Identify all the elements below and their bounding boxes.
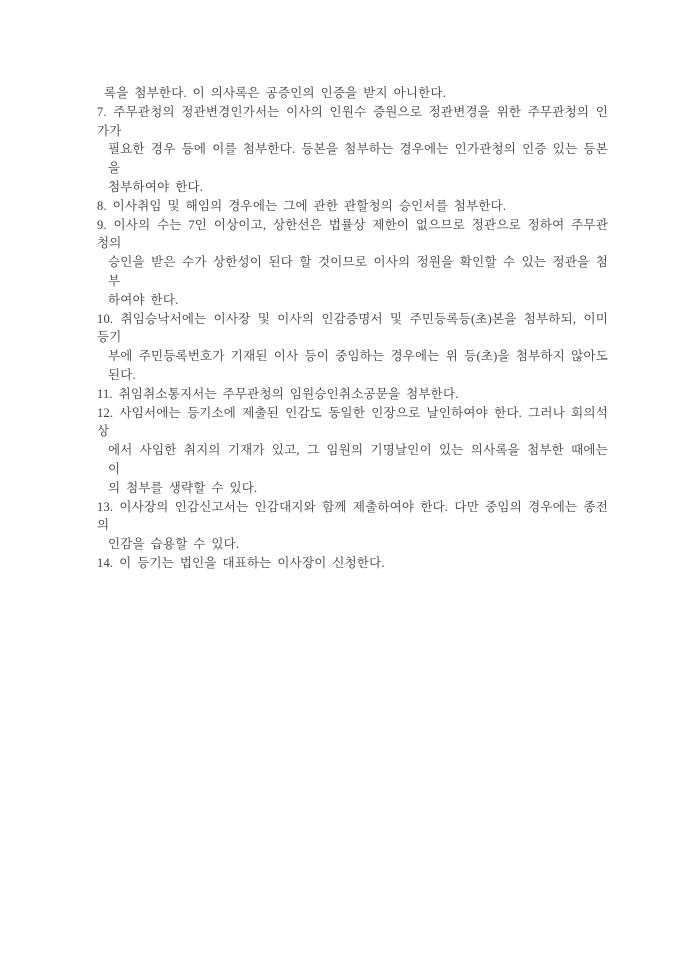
- text-line: [97, 216, 608, 254]
- item-number: 11.: [97, 386, 113, 401]
- text-line: 첨부하여야 한다.: [108, 179, 204, 194]
- text-line: [97, 103, 608, 141]
- item-number: 8.: [97, 198, 107, 213]
- item-text: 사임서에는 등기소에 제출된 인감도 동일한 인장으로 날인하여야 한다. 그러나 회의석상: [97, 405, 608, 439]
- list-item: [97, 310, 608, 385]
- item-text: 이사장의 인감신고서는 인감대지와 함께 제출하여야 한다. 다만 중임의 경우에는 종전의: [97, 499, 608, 533]
- text-line: [97, 385, 608, 404]
- item-number: 13.: [97, 499, 114, 514]
- text-line: 부에 주민등록번호가 기재된 이사 등이 중임하는 경우에는 위 등(초)을 첨부하지 않아도: [108, 349, 608, 364]
- list-item: [97, 84, 608, 103]
- text-line: 하여야 한다.: [108, 292, 179, 307]
- text-line: [97, 554, 608, 573]
- list-item: [97, 216, 608, 310]
- text-line: 된다.: [108, 367, 136, 382]
- document-body: [97, 84, 608, 573]
- list-item: [97, 554, 608, 573]
- text-line: [97, 404, 608, 442]
- item-text: 이사취임 및 해임의 경우에는 그에 관한 관할청의 승인서를 첨부한다.: [112, 198, 507, 213]
- list-item: [97, 103, 608, 197]
- item-text: 취임취소통지서는 주무관청의 임원승인취소공문을 첨부한다.: [118, 386, 459, 401]
- item-number: 9.: [97, 217, 107, 232]
- item-text: 취임승낙서에는 이사장 및 이사의 인감증명서 및 주민등록등(초)본을 첨부하되, 이미 등기: [97, 311, 608, 345]
- list-item: [97, 404, 608, 498]
- text-line: 에서 사임한 취지의 기재가 있고, 그 임원의 기명날인이 있는 의사록을 첨부한 때에는 이: [108, 443, 608, 476]
- item-number: 12.: [97, 405, 114, 420]
- item-text: 이 등기는 법인을 대표하는 이사장이 신청한다.: [119, 555, 385, 570]
- item-number: 7.: [97, 104, 107, 119]
- list-item: [97, 498, 608, 554]
- text-line: 의 첨부를 생략할 수 있다.: [108, 480, 258, 495]
- item-number: 10.: [97, 311, 114, 326]
- item-text: 주무관청의 정관변경인가서는 이사의 인원수 증원으로 정관변경을 위한 주무관청의 인가가: [97, 104, 608, 138]
- item-text: 이사의 수는 7인 이상이고, 상한선은 법률상 제한이 없으므로 정관으로 정하여 주무관청의: [97, 217, 608, 251]
- text-line: 인감을 습용할 수 있다.: [108, 537, 240, 552]
- text-line: [97, 197, 608, 216]
- list-item: [97, 385, 608, 404]
- text-line: 승인을 받은 수가 상한성이 된다 할 것이므로 이사의 정원을 확인할 수 있는 정관을 첨부: [108, 255, 608, 288]
- text-line: [97, 498, 608, 536]
- list-item: [97, 197, 608, 216]
- text-line: 록을 첨부한다. 이 의사록은 공증인의 인증을 받지 아니한다.: [104, 86, 447, 100]
- item-number: 14.: [97, 555, 114, 570]
- text-line: 필요한 경우 등에 이를 첨부한다. 등본을 첨부하는 경우에는 인가관청의 인증 있는 등본을: [108, 142, 608, 176]
- text-line: [97, 310, 608, 348]
